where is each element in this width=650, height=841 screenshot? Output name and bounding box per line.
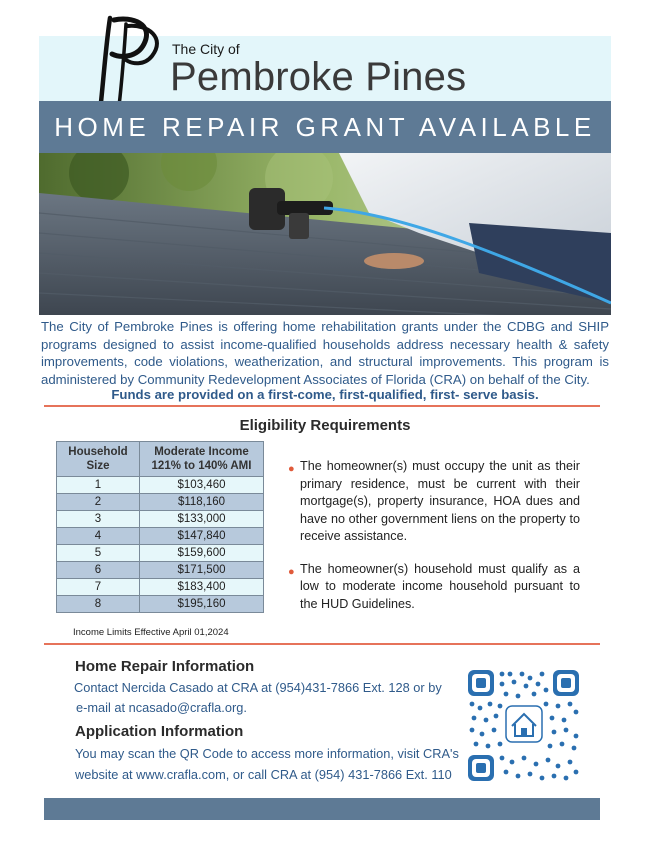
income-cell: $147,840 (140, 528, 264, 545)
table-row (57, 528, 264, 545)
household-size-cell: 5 (57, 545, 140, 562)
table-row (57, 596, 264, 613)
roof-photo-illustration (39, 153, 611, 315)
header-text: Household (68, 446, 128, 458)
bullet-dot-icon: ● (288, 463, 295, 475)
household-size-cell: 1 (57, 477, 140, 494)
footer-band (44, 798, 600, 820)
table-row (57, 545, 264, 562)
income-header (140, 442, 264, 477)
household-size-cell: 6 (57, 562, 140, 579)
requirement-text: The homeowner(s) must occupy the unit as their primary residence, must be current with their mortgage(s), property insurance, HOA dues and have no other government liens on the property to receive assistance. (300, 459, 580, 543)
qr-code[interactable] (466, 668, 581, 783)
city-prefix: The City of (172, 41, 240, 57)
intro-paragraph: The City of Pembroke Pines is offering home rehabilitation grants under the CDBG and SHIP programs designed to assist income-qualified households address necessary health & safety improvements, code violations, weatherization, and structural improvements. This program is administered by Community Redevelopment Associates of Florida (CRA) on behalf of the City. (41, 319, 609, 387)
income-table (56, 441, 264, 613)
page-title: HOME REPAIR GRANT AVAILABLE (54, 112, 596, 142)
household-size-cell: 3 (57, 511, 140, 528)
table-row (57, 562, 264, 579)
requirements-list (288, 458, 580, 628)
eligibility-title: Eligibility Requirements (239, 417, 411, 434)
application-title: Application Information (75, 723, 244, 740)
table-row (57, 511, 264, 528)
header-text: Moderate Income (154, 446, 249, 458)
household-size-cell: 4 (57, 528, 140, 545)
table-header-row (57, 442, 264, 477)
household-size-cell: 8 (57, 596, 140, 613)
header-text: Size (86, 460, 110, 472)
income-cell: $195,160 (140, 596, 264, 613)
income-cell: $118,160 (140, 494, 264, 511)
roof-photo (39, 153, 611, 315)
income-cell: $171,500 (140, 562, 264, 579)
divider (44, 405, 600, 407)
household-size-cell: 2 (57, 494, 140, 511)
income-cell: $183,400 (140, 579, 264, 596)
home-repair-line2: e-mail at ncasado@crafla.org. (76, 700, 247, 715)
list-item (288, 458, 580, 546)
bullet-dot-icon: ● (288, 565, 295, 578)
income-limits-note: Income Limits Effective April 01,2024 (73, 627, 229, 638)
household-size-cell: 7 (57, 579, 140, 596)
application-line2: website at www.crafla.com, or call CRA at (954) 431-7866 Ext. 110 (75, 767, 452, 782)
intro-emphasis: Funds are provided on a first-come, first-qualified, first- serve basis. (111, 387, 539, 402)
home-repair-title: Home Repair Information (75, 658, 255, 675)
title-banner (39, 101, 611, 153)
application-line1: You may scan the QR Code to access more information, visit CRA's (75, 746, 459, 761)
city-name: Pembroke Pines (170, 55, 467, 99)
header-text: 121% to 140% AMI (151, 460, 252, 472)
list-item (288, 561, 580, 614)
income-cell: $159,600 (140, 545, 264, 562)
home-repair-line1: Contact Nercida Casado at CRA at (954)431-7866 Ext. 128 or by (74, 680, 442, 695)
income-cell: $103,460 (140, 477, 264, 494)
table-row (57, 494, 264, 511)
household-size-header (57, 442, 140, 477)
table-row (57, 579, 264, 596)
table-row (57, 477, 264, 494)
requirement-text: The homeowner(s) household must qualify as a low to moderate income household pursuant to the HUD Guidelines. (300, 561, 580, 611)
divider (44, 643, 600, 645)
income-cell: $133,000 (140, 511, 264, 528)
